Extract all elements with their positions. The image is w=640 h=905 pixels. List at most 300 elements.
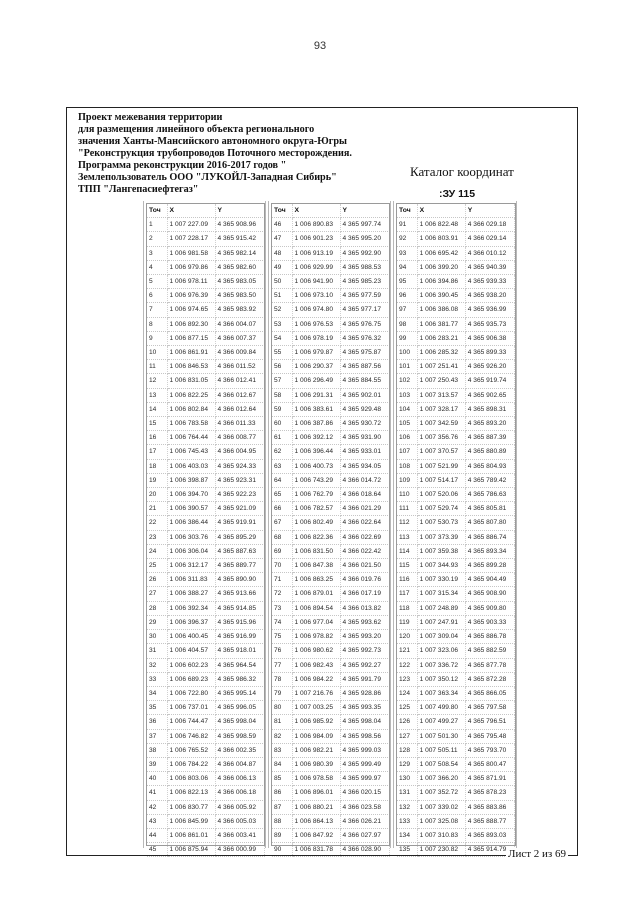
- point-number-cell: 9: [147, 331, 167, 345]
- x-coordinate-cell: 1 006 784.22: [167, 757, 215, 771]
- x-coordinate-cell: 1 006 803.91: [417, 232, 465, 246]
- table-header-row: [397, 204, 515, 218]
- point-number-cell: 96: [397, 289, 417, 303]
- table-row: [272, 445, 389, 459]
- table-row: [397, 800, 515, 814]
- x-coordinate-cell: 1 006 822.25: [167, 388, 215, 402]
- point-number-cell: 40: [147, 772, 167, 786]
- x-coordinate-cell: 1 006 901.23: [292, 232, 340, 246]
- table-row: [147, 743, 264, 757]
- point-number-cell: 45: [147, 843, 167, 857]
- header-line: ТПП "Лангепасиефтегаз": [78, 184, 199, 195]
- x-coordinate-cell: 1 006 745.43: [167, 445, 215, 459]
- x-coordinate-cell: 1 006 722.80: [167, 686, 215, 700]
- point-number-cell: 7: [147, 303, 167, 317]
- point-number-cell: 59: [272, 402, 292, 416]
- x-coordinate-cell: 1 006 783.58: [167, 417, 215, 431]
- y-coordinate-cell: 4 365 915.96: [215, 615, 264, 629]
- table-row: [397, 559, 515, 573]
- point-number-cell: 68: [272, 530, 292, 544]
- x-coordinate-cell: 1 006 822.48: [417, 218, 465, 232]
- y-coordinate-cell: 4 366 017.19: [340, 587, 389, 601]
- x-coordinate-cell: 1 007 247.91: [417, 615, 465, 629]
- header-line: "Реконструкция трубопроводов Поточного месторождения.: [78, 148, 352, 159]
- x-coordinate-cell: 1 006 306.04: [167, 544, 215, 558]
- table-row: [397, 402, 515, 416]
- y-coordinate-cell: 4 365 908.96: [215, 218, 264, 232]
- table-row: [272, 615, 389, 629]
- point-number-cell: 50: [272, 275, 292, 289]
- point-number-cell: 55: [272, 346, 292, 360]
- y-coordinate-cell: 4 366 011.33: [215, 417, 264, 431]
- table-row: [147, 232, 264, 246]
- table-row: [272, 786, 389, 800]
- y-coordinate-cell: 4 365 914.79: [465, 843, 514, 857]
- point-number-cell: 126: [397, 715, 417, 729]
- y-coordinate-cell: 4 365 993.20: [340, 630, 389, 644]
- table-row: [397, 388, 515, 402]
- x-coordinate-cell: 1 007 251.41: [417, 360, 465, 374]
- x-coordinate-cell: 1 006 941.90: [292, 275, 340, 289]
- y-coordinate-cell: 4 365 888.77: [465, 814, 514, 828]
- x-coordinate-cell: 1 006 973.10: [292, 289, 340, 303]
- y-coordinate-cell: 4 365 915.42: [215, 232, 264, 246]
- table-row: [272, 431, 389, 445]
- y-coordinate-cell: 4 365 914.85: [215, 601, 264, 615]
- x-coordinate-cell: 1 006 982.21: [292, 743, 340, 757]
- y-coordinate-cell: 4 366 021.50: [340, 559, 389, 573]
- table-row: [272, 715, 389, 729]
- y-coordinate-cell: 4 365 992.27: [340, 658, 389, 672]
- point-number-cell: 46: [272, 218, 292, 232]
- x-coordinate-cell: 1 006 390.45: [417, 289, 465, 303]
- x-coordinate-cell: 1 007 313.57: [417, 388, 465, 402]
- x-coordinate-cell: 1 006 877.15: [167, 331, 215, 345]
- point-number-cell: 36: [147, 715, 167, 729]
- y-coordinate-cell: 4 366 011.52: [215, 360, 264, 374]
- table-row: [397, 445, 515, 459]
- table-row: [397, 715, 515, 729]
- point-number-cell: 74: [272, 615, 292, 629]
- point-number-cell: 54: [272, 331, 292, 345]
- y-coordinate-cell: 4 366 014.72: [340, 473, 389, 487]
- table-row: [272, 701, 389, 715]
- table-row: [147, 516, 264, 530]
- point-number-cell: 109: [397, 473, 417, 487]
- column-header-y: Y: [465, 204, 514, 218]
- x-coordinate-cell: 1 007 339.02: [417, 800, 465, 814]
- table-row: [272, 360, 389, 374]
- point-number-cell: 112: [397, 516, 417, 530]
- x-coordinate-cell: 1 006 976.53: [292, 317, 340, 331]
- x-coordinate-cell: 1 006 695.42: [417, 246, 465, 260]
- table-row: [397, 743, 515, 757]
- x-coordinate-cell: 1 006 802.84: [167, 402, 215, 416]
- table-row: [147, 473, 264, 487]
- table-row: [147, 402, 264, 416]
- point-number-cell: 134: [397, 828, 417, 842]
- x-coordinate-cell: 1 006 985.92: [292, 715, 340, 729]
- table-row: [272, 630, 389, 644]
- point-number-cell: 82: [272, 729, 292, 743]
- x-coordinate-cell: 1 006 984.09: [292, 729, 340, 743]
- y-coordinate-cell: 4 365 924.33: [215, 459, 264, 473]
- x-coordinate-cell: 1 006 312.17: [167, 559, 215, 573]
- y-coordinate-cell: 4 366 006.13: [215, 772, 264, 786]
- x-coordinate-cell: 1 007 370.57: [417, 445, 465, 459]
- y-coordinate-cell: 4 365 898.31: [465, 402, 514, 416]
- table-row: [147, 630, 264, 644]
- point-number-cell: 62: [272, 445, 292, 459]
- table-row: [397, 828, 515, 842]
- y-coordinate-cell: 4 366 027.97: [340, 828, 389, 842]
- x-coordinate-cell: 1 007 514.17: [417, 473, 465, 487]
- table-row: [272, 388, 389, 402]
- point-number-cell: 11: [147, 360, 167, 374]
- x-coordinate-cell: 1 006 880.21: [292, 800, 340, 814]
- point-number-cell: 6: [147, 289, 167, 303]
- x-coordinate-cell: 1 006 602.23: [167, 658, 215, 672]
- y-coordinate-cell: 4 365 964.54: [215, 658, 264, 672]
- y-coordinate-cell: 4 365 880.89: [465, 445, 514, 459]
- y-coordinate-cell: 4 365 997.74: [340, 218, 389, 232]
- y-coordinate-cell: 4 365 998.04: [340, 715, 389, 729]
- x-coordinate-cell: 1 006 764.44: [167, 431, 215, 445]
- table-row: [147, 644, 264, 658]
- column-header-x: X: [417, 204, 465, 218]
- column-header-point: Точ: [147, 204, 167, 218]
- table-row: [272, 459, 389, 473]
- point-number-cell: 20: [147, 488, 167, 502]
- x-coordinate-cell: 1 007 529.74: [417, 502, 465, 516]
- point-number-cell: 118: [397, 601, 417, 615]
- point-number-cell: 78: [272, 672, 292, 686]
- table-row: [272, 686, 389, 700]
- table-row: [397, 417, 515, 431]
- point-number-cell: 34: [147, 686, 167, 700]
- header-line: Землепользователь ООО "ЛУКОЙЛ-Западная Сибирь": [78, 172, 337, 183]
- point-number-cell: 52: [272, 303, 292, 317]
- point-number-cell: 25: [147, 559, 167, 573]
- x-coordinate-cell: 1 006 822.13: [167, 786, 215, 800]
- table-row: [397, 431, 515, 445]
- y-coordinate-cell: 4 365 928.86: [340, 686, 389, 700]
- x-coordinate-cell: 1 007 328.17: [417, 402, 465, 416]
- point-number-cell: 63: [272, 459, 292, 473]
- table-row: [147, 488, 264, 502]
- table-row: [147, 701, 264, 715]
- point-number-cell: 79: [272, 686, 292, 700]
- y-coordinate-cell: 4 365 933.01: [340, 445, 389, 459]
- point-number-cell: 38: [147, 743, 167, 757]
- x-coordinate-cell: 1 006 978.82: [292, 630, 340, 644]
- y-coordinate-cell: 4 365 995.20: [340, 232, 389, 246]
- point-number-cell: 83: [272, 743, 292, 757]
- point-number-cell: 80: [272, 701, 292, 715]
- x-coordinate-cell: 1 006 392.12: [292, 431, 340, 445]
- table-row: [147, 757, 264, 771]
- x-coordinate-cell: 1 006 403.03: [167, 459, 215, 473]
- y-coordinate-cell: 4 366 010.12: [465, 246, 514, 260]
- table-row: [397, 530, 515, 544]
- table-row: [272, 218, 389, 232]
- table-row: [272, 672, 389, 686]
- y-coordinate-cell: 4 366 013.82: [340, 601, 389, 615]
- table-row: [272, 502, 389, 516]
- x-coordinate-cell: 1 006 290.37: [292, 360, 340, 374]
- x-coordinate-cell: 1 007 499.80: [417, 701, 465, 715]
- y-coordinate-cell: 4 365 904.49: [465, 573, 514, 587]
- point-number-cell: 10: [147, 346, 167, 360]
- x-coordinate-cell: 1 006 974.80: [292, 303, 340, 317]
- point-number-cell: 94: [397, 260, 417, 274]
- y-coordinate-cell: 4 365 939.33: [465, 275, 514, 289]
- point-number-cell: 2: [147, 232, 167, 246]
- point-number-cell: 69: [272, 544, 292, 558]
- point-number-cell: 81: [272, 715, 292, 729]
- table-row: [397, 630, 515, 644]
- point-number-cell: 5: [147, 275, 167, 289]
- y-coordinate-cell: 4 365 985.23: [340, 275, 389, 289]
- table-row: [272, 417, 389, 431]
- point-number-cell: 77: [272, 658, 292, 672]
- point-number-cell: 106: [397, 431, 417, 445]
- y-coordinate-cell: 4 365 909.80: [465, 601, 514, 615]
- y-coordinate-cell: 4 365 996.05: [215, 701, 264, 715]
- point-number-cell: 93: [397, 246, 417, 260]
- point-number-cell: 28: [147, 601, 167, 615]
- x-coordinate-cell: 1 006 399.20: [417, 260, 465, 274]
- column-header-point: Точ: [397, 204, 417, 218]
- table-row: [397, 701, 515, 715]
- point-number-cell: 111: [397, 502, 417, 516]
- table-row: [147, 289, 264, 303]
- y-coordinate-cell: 4 365 887.39: [465, 431, 514, 445]
- point-number-cell: 44: [147, 828, 167, 842]
- coordinate-table-3: [397, 204, 515, 854]
- x-coordinate-cell: 1 007 521.99: [417, 459, 465, 473]
- table-row: [147, 544, 264, 558]
- point-number-cell: 123: [397, 672, 417, 686]
- x-coordinate-cell: 1 006 845.99: [167, 814, 215, 828]
- point-number-cell: 64: [272, 473, 292, 487]
- table-row: [397, 275, 515, 289]
- x-coordinate-cell: 1 006 390.57: [167, 502, 215, 516]
- x-coordinate-cell: 1 006 980.62: [292, 644, 340, 658]
- point-number-cell: 66: [272, 502, 292, 516]
- point-number-cell: 127: [397, 729, 417, 743]
- point-number-cell: 22: [147, 516, 167, 530]
- header-line: Проект межевания территории: [78, 112, 223, 123]
- table-row: [397, 601, 515, 615]
- x-coordinate-cell: 1 007 363.34: [417, 686, 465, 700]
- x-coordinate-cell: 1 006 404.57: [167, 644, 215, 658]
- y-coordinate-cell: 4 365 877.78: [465, 658, 514, 672]
- x-coordinate-cell: 1 006 400.73: [292, 459, 340, 473]
- x-coordinate-cell: 1 007 352.72: [417, 786, 465, 800]
- table-row: [397, 317, 515, 331]
- y-coordinate-cell: 4 365 786.63: [465, 488, 514, 502]
- table-row: [272, 658, 389, 672]
- table-row: [147, 573, 264, 587]
- table-row: [272, 843, 389, 857]
- point-number-cell: 48: [272, 246, 292, 260]
- point-number-cell: 131: [397, 786, 417, 800]
- table-row: [147, 303, 264, 317]
- table-row: [147, 786, 264, 800]
- point-number-cell: 75: [272, 630, 292, 644]
- y-coordinate-cell: 4 365 926.20: [465, 360, 514, 374]
- x-coordinate-cell: 1 006 396.44: [292, 445, 340, 459]
- y-coordinate-cell: 4 366 005.92: [215, 800, 264, 814]
- y-coordinate-cell: 4 365 886.78: [465, 630, 514, 644]
- table-row: [272, 772, 389, 786]
- table-row: [272, 559, 389, 573]
- table-row: [397, 488, 515, 502]
- table-row: [397, 644, 515, 658]
- x-coordinate-cell: 1 006 831.50: [292, 544, 340, 558]
- x-coordinate-cell: 1 006 982.43: [292, 658, 340, 672]
- table-row: [397, 786, 515, 800]
- x-coordinate-cell: 1 006 803.06: [167, 772, 215, 786]
- table-row: [397, 473, 515, 487]
- x-coordinate-cell: 1 006 929.99: [292, 260, 340, 274]
- y-coordinate-cell: 4 366 022.64: [340, 516, 389, 530]
- y-coordinate-cell: 4 365 998.04: [215, 715, 264, 729]
- y-coordinate-cell: 4 365 998.59: [215, 729, 264, 743]
- y-coordinate-cell: 4 365 999.97: [340, 772, 389, 786]
- x-coordinate-cell: 1 007 350.12: [417, 672, 465, 686]
- x-coordinate-cell: 1 006 979.87: [292, 346, 340, 360]
- x-coordinate-cell: 1 006 846.53: [167, 360, 215, 374]
- table-row: [397, 289, 515, 303]
- y-coordinate-cell: 4 365 976.32: [340, 331, 389, 345]
- y-coordinate-cell: 4 366 028.90: [340, 843, 389, 857]
- table-row: [147, 772, 264, 786]
- x-coordinate-cell: 1 006 861.01: [167, 828, 215, 842]
- x-coordinate-cell: 1 006 847.92: [292, 828, 340, 842]
- x-coordinate-cell: 1 006 765.52: [167, 743, 215, 757]
- point-number-cell: 121: [397, 644, 417, 658]
- point-number-cell: 124: [397, 686, 417, 700]
- point-number-cell: 110: [397, 488, 417, 502]
- x-coordinate-cell: 1 007 216.76: [292, 686, 340, 700]
- table-row: [147, 360, 264, 374]
- y-coordinate-cell: 4 365 899.28: [465, 559, 514, 573]
- y-coordinate-cell: 4 366 020.15: [340, 786, 389, 800]
- y-coordinate-cell: 4 365 993.62: [340, 615, 389, 629]
- column-header-point: Точ: [272, 204, 292, 218]
- table-row: [147, 459, 264, 473]
- y-coordinate-cell: 4 366 009.84: [215, 346, 264, 360]
- y-coordinate-cell: 4 366 026.21: [340, 814, 389, 828]
- y-coordinate-cell: 4 365 992.73: [340, 644, 389, 658]
- x-coordinate-cell: 1 006 896.01: [292, 786, 340, 800]
- table-row: [397, 331, 515, 345]
- x-coordinate-cell: 1 007 003.25: [292, 701, 340, 715]
- table-row: [147, 615, 264, 629]
- x-coordinate-cell: 1 006 863.25: [292, 573, 340, 587]
- table-row: [397, 686, 515, 700]
- table-row: [397, 587, 515, 601]
- point-number-cell: 12: [147, 374, 167, 388]
- x-coordinate-cell: 1 007 228.17: [167, 232, 215, 246]
- point-number-cell: 53: [272, 317, 292, 331]
- x-coordinate-cell: 1 006 875.94: [167, 843, 215, 857]
- point-number-cell: 1: [147, 218, 167, 232]
- table-row: [397, 218, 515, 232]
- column-header-x: X: [292, 204, 340, 218]
- x-coordinate-cell: 1 007 366.20: [417, 772, 465, 786]
- point-number-cell: 16: [147, 431, 167, 445]
- x-coordinate-cell: 1 006 398.87: [167, 473, 215, 487]
- table-row: [147, 260, 264, 274]
- x-coordinate-cell: 1 007 356.76: [417, 431, 465, 445]
- y-coordinate-cell: 4 365 899.33: [465, 346, 514, 360]
- point-number-cell: 43: [147, 814, 167, 828]
- table-row: [147, 317, 264, 331]
- x-coordinate-cell: 1 006 892.30: [167, 317, 215, 331]
- x-coordinate-cell: 1 007 336.72: [417, 658, 465, 672]
- coordinate-table-2: [272, 204, 389, 854]
- table-row: [147, 729, 264, 743]
- table-row: [272, 743, 389, 757]
- x-coordinate-cell: 1 006 394.86: [417, 275, 465, 289]
- point-number-cell: 8: [147, 317, 167, 331]
- y-coordinate-cell: 4 366 003.41: [215, 828, 264, 842]
- y-coordinate-cell: 4 366 008.77: [215, 431, 264, 445]
- x-coordinate-cell: 1 006 984.22: [292, 672, 340, 686]
- table-row: [397, 772, 515, 786]
- y-coordinate-cell: 4 365 878.23: [465, 786, 514, 800]
- y-coordinate-cell: 4 365 884.55: [340, 374, 389, 388]
- point-number-cell: 133: [397, 814, 417, 828]
- x-coordinate-cell: 1 006 388.27: [167, 587, 215, 601]
- x-coordinate-cell: 1 007 250.43: [417, 374, 465, 388]
- column-header-y: Y: [340, 204, 389, 218]
- point-number-cell: 49: [272, 260, 292, 274]
- y-coordinate-cell: 4 365 895.29: [215, 530, 264, 544]
- point-number-cell: 100: [397, 346, 417, 360]
- x-coordinate-cell: 1 006 847.38: [292, 559, 340, 573]
- x-coordinate-cell: 1 006 743.29: [292, 473, 340, 487]
- point-number-cell: 95: [397, 275, 417, 289]
- x-coordinate-cell: 1 007 344.93: [417, 559, 465, 573]
- y-coordinate-cell: 4 365 793.70: [465, 743, 514, 757]
- x-coordinate-cell: 1 006 981.58: [167, 246, 215, 260]
- point-number-cell: 70: [272, 559, 292, 573]
- y-coordinate-cell: 4 365 999.49: [340, 757, 389, 771]
- table-row: [147, 800, 264, 814]
- column-header-x: X: [167, 204, 215, 218]
- x-coordinate-cell: 1 007 325.08: [417, 814, 465, 828]
- x-coordinate-cell: 1 007 505.11: [417, 743, 465, 757]
- land-plot-label: :ЗУ 115: [439, 188, 476, 200]
- y-coordinate-cell: 4 365 918.01: [215, 644, 264, 658]
- y-coordinate-cell: 4 365 983.50: [215, 289, 264, 303]
- y-coordinate-cell: 4 366 012.41: [215, 374, 264, 388]
- x-coordinate-cell: 1 006 386.08: [417, 303, 465, 317]
- y-coordinate-cell: 4 365 988.53: [340, 260, 389, 274]
- y-coordinate-cell: 4 365 871.91: [465, 772, 514, 786]
- table-row: [397, 374, 515, 388]
- point-number-cell: 41: [147, 786, 167, 800]
- y-coordinate-cell: 4 366 004.07: [215, 317, 264, 331]
- point-number-cell: 102: [397, 374, 417, 388]
- x-coordinate-cell: 1 006 283.21: [417, 331, 465, 345]
- y-coordinate-cell: 4 365 902.65: [465, 388, 514, 402]
- y-coordinate-cell: 4 366 022.69: [340, 530, 389, 544]
